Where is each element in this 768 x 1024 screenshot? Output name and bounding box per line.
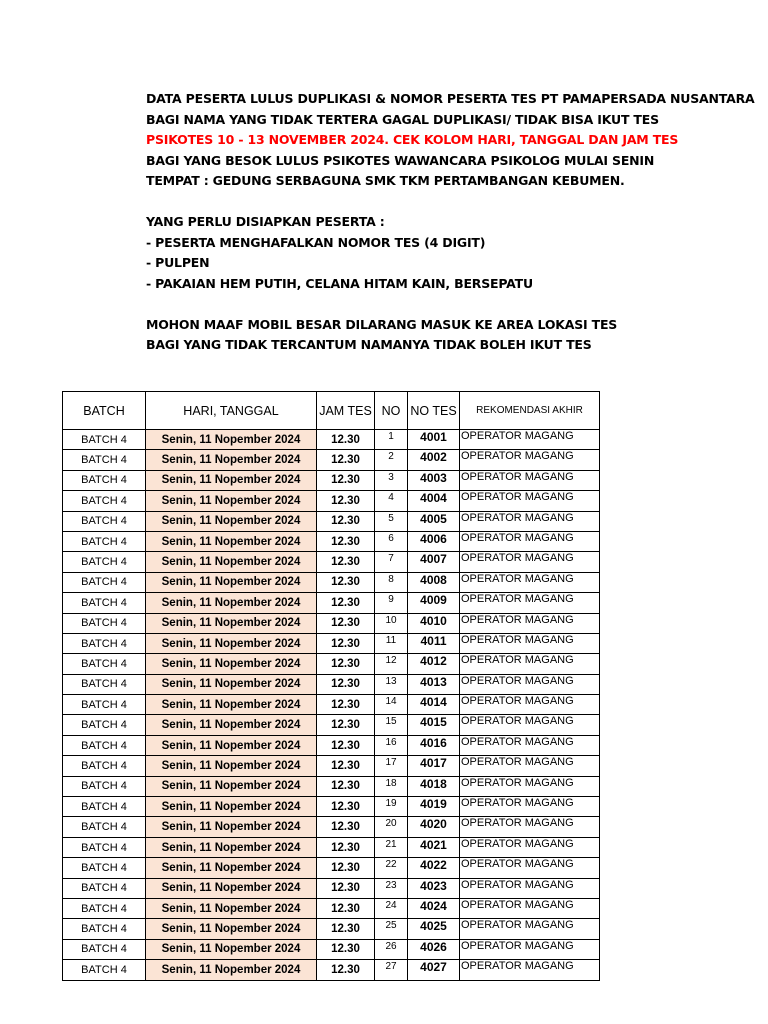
table-row [63,817,600,837]
cell-no: 12 [375,654,408,674]
notice-line-psychotest-schedule: PSIKOTES 10 - 13 NOVEMBER 2024. CEK KOLOM HARI, TANGGAL DAN JAM TES [146,132,679,147]
cell-recommendation: OPERATOR MAGANG [460,654,600,674]
cell-date: Senin, 11 Nopember 2024 [146,613,317,633]
cell-no: 20 [375,817,408,837]
cell-date: Senin, 11 Nopember 2024 [146,491,317,511]
cell-batch: BATCH 4 [63,572,146,592]
cell-test-no: 4005 [408,511,460,531]
table-row [63,491,600,511]
table-row [63,919,600,939]
cell-batch: BATCH 4 [63,674,146,694]
cell-no: 21 [375,837,408,857]
cell-test-no: 4003 [408,470,460,490]
cell-date: Senin, 11 Nopember 2024 [146,878,317,898]
cell-batch: BATCH 4 [63,878,146,898]
cell-recommendation: OPERATOR MAGANG [460,837,600,857]
cell-batch: BATCH 4 [63,633,146,653]
cell-test-no: 4004 [408,491,460,511]
table-row [63,633,600,653]
table-row [63,654,600,674]
participant-table [62,391,600,981]
cell-time: 12.30 [317,837,375,857]
cell-date: Senin, 11 Nopember 2024 [146,858,317,878]
cell-recommendation: OPERATOR MAGANG [460,919,600,939]
table-row [63,837,600,857]
cell-date: Senin, 11 Nopember 2024 [146,960,317,980]
cell-test-no: 4008 [408,572,460,592]
cell-batch: BATCH 4 [63,797,146,817]
cell-date: Senin, 11 Nopember 2024 [146,633,317,653]
cell-batch: BATCH 4 [63,450,146,470]
cell-recommendation: OPERATOR MAGANG [460,939,600,959]
notice-line-failed-duplication: BAGI NAMA YANG TIDAK TERTERA GAGAL DUPLIKASI/ TIDAK BISA IKUT TES [146,111,659,127]
spacer [146,192,603,213]
cell-date: Senin, 11 Nopember 2024 [146,756,317,776]
prepare-item-attire: - PAKAIAN HEM PUTIH, CELANA HITAM KAIN, BERSEPATU [146,275,533,291]
table-row [63,756,600,776]
cell-date: Senin, 11 Nopember 2024 [146,797,317,817]
cell-no: 26 [375,939,408,959]
cell-no: 17 [375,756,408,776]
cell-recommendation: OPERATOR MAGANG [460,735,600,755]
cell-time: 12.30 [317,450,375,470]
cell-time: 12.30 [317,797,375,817]
header-batch: BATCH [63,392,146,430]
cell-recommendation: OPERATOR MAGANG [460,756,600,776]
cell-test-no: 4016 [408,735,460,755]
prepare-item-test-number: - PESERTA MENGHAFALKAN NOMOR TES (4 DIGIT) [146,234,486,250]
cell-date: Senin, 11 Nopember 2024 [146,715,317,735]
notice-block [146,89,755,356]
table-row [63,858,600,878]
cell-no: 13 [375,674,408,694]
cell-time: 12.30 [317,735,375,755]
cell-no: 3 [375,470,408,490]
cell-recommendation: OPERATOR MAGANG [460,552,600,572]
cell-date: Senin, 11 Nopember 2024 [146,511,317,531]
cell-date: Senin, 11 Nopember 2024 [146,654,317,674]
cell-time: 12.30 [317,695,375,715]
cell-no: 4 [375,491,408,511]
cell-time: 12.30 [317,939,375,959]
cell-no: 8 [375,572,408,592]
cell-time: 12.30 [317,470,375,490]
header-date: HARI, TANGGAL [146,392,317,430]
cell-date: Senin, 11 Nopember 2024 [146,552,317,572]
cell-no: 18 [375,776,408,796]
table-row [63,572,600,592]
cell-time: 12.30 [317,633,375,653]
cell-recommendation: OPERATOR MAGANG [460,633,600,653]
cell-date: Senin, 11 Nopember 2024 [146,898,317,918]
cell-time: 12.30 [317,674,375,694]
header-recommendation: REKOMENDASI AKHIR [460,392,600,430]
table-row [63,939,600,959]
cell-test-no: 4025 [408,919,460,939]
table-row [63,593,600,613]
cell-no: 6 [375,531,408,551]
table-row [63,674,600,694]
table-row [63,552,600,572]
cell-test-no: 4014 [408,695,460,715]
cell-test-no: 4018 [408,776,460,796]
cell-recommendation: OPERATOR MAGANG [460,776,600,796]
cell-date: Senin, 11 Nopember 2024 [146,470,317,490]
table-row [63,430,600,450]
cell-no: 16 [375,735,408,755]
cell-time: 12.30 [317,531,375,551]
cell-test-no: 4002 [408,450,460,470]
cell-recommendation: OPERATOR MAGANG [460,878,600,898]
cell-test-no: 4013 [408,674,460,694]
cell-date: Senin, 11 Nopember 2024 [146,919,317,939]
cell-recommendation: OPERATOR MAGANG [460,572,600,592]
cell-no: 24 [375,898,408,918]
cell-test-no: 4011 [408,633,460,653]
cell-recommendation: OPERATOR MAGANG [460,470,600,490]
cell-batch: BATCH 4 [63,430,146,450]
cell-time: 12.30 [317,491,375,511]
cell-date: Senin, 11 Nopember 2024 [146,531,317,551]
cell-batch: BATCH 4 [63,919,146,939]
table-row [63,695,600,715]
cell-batch: BATCH 4 [63,735,146,755]
cell-date: Senin, 11 Nopember 2024 [146,450,317,470]
table-row [63,511,600,531]
cell-test-no: 4001 [408,430,460,450]
cell-no: 25 [375,919,408,939]
cell-recommendation: OPERATOR MAGANG [460,450,600,470]
cell-batch: BATCH 4 [63,470,146,490]
cell-batch: BATCH 4 [63,613,146,633]
cell-batch: BATCH 4 [63,511,146,531]
cell-time: 12.30 [317,898,375,918]
cell-recommendation: OPERATOR MAGANG [460,858,600,878]
cell-batch: BATCH 4 [63,654,146,674]
cell-recommendation: OPERATOR MAGANG [460,674,600,694]
cell-test-no: 4007 [408,552,460,572]
cell-test-no: 4006 [408,531,460,551]
cell-time: 12.30 [317,878,375,898]
notice-line-interview: BAGI YANG BESOK LULUS PSIKOTES WAWANCARA PSIKOLOG MULAI SENIN [146,152,655,168]
table-header-row [63,392,600,430]
table-row [63,797,600,817]
cell-recommendation: OPERATOR MAGANG [460,715,600,735]
cell-batch: BATCH 4 [63,898,146,918]
cell-no: 9 [375,593,408,613]
cell-test-no: 4021 [408,837,460,857]
cell-test-no: 4026 [408,939,460,959]
cell-batch: BATCH 4 [63,960,146,980]
cell-no: 27 [375,960,408,980]
cell-batch: BATCH 4 [63,695,146,715]
table-body [63,430,600,981]
table-row [63,470,600,490]
cell-no: 5 [375,511,408,531]
cell-date: Senin, 11 Nopember 2024 [146,430,317,450]
cell-recommendation: OPERATOR MAGANG [460,613,600,633]
cell-recommendation: OPERATOR MAGANG [460,531,600,551]
table-row [63,450,600,470]
cell-test-no: 4012 [408,654,460,674]
cell-no: 7 [375,552,408,572]
cell-time: 12.30 [317,511,375,531]
table-row [63,898,600,918]
cell-date: Senin, 11 Nopember 2024 [146,593,317,613]
cell-time: 12.30 [317,756,375,776]
cell-date: Senin, 11 Nopember 2024 [146,735,317,755]
cell-date: Senin, 11 Nopember 2024 [146,776,317,796]
table-row [63,613,600,633]
cell-test-no: 4010 [408,613,460,633]
prepare-title: YANG PERLU DISIAPKAN PESERTA : [146,214,385,229]
cell-time: 12.30 [317,960,375,980]
cell-time: 12.30 [317,858,375,878]
prepare-item-pen: - PULPEN [146,255,210,270]
cell-date: Senin, 11 Nopember 2024 [146,695,317,715]
cell-time: 12.30 [317,572,375,592]
cell-batch: BATCH 4 [63,837,146,857]
warning-unlisted-names: BAGI YANG TIDAK TERCANTUM NAMANYA TIDAK BOLEH IKUT TES [146,337,592,352]
cell-batch: BATCH 4 [63,715,146,735]
cell-batch: BATCH 4 [63,491,146,511]
cell-recommendation: OPERATOR MAGANG [460,898,600,918]
cell-test-no: 4015 [408,715,460,735]
cell-batch: BATCH 4 [63,756,146,776]
cell-batch: BATCH 4 [63,817,146,837]
cell-test-no: 4023 [408,878,460,898]
cell-batch: BATCH 4 [63,593,146,613]
cell-batch: BATCH 4 [63,939,146,959]
table-row [63,776,600,796]
cell-recommendation: OPERATOR MAGANG [460,593,600,613]
table-row [63,715,600,735]
header-time: JAM TES [317,392,375,430]
cell-recommendation: OPERATOR MAGANG [460,817,600,837]
header-no: NO [375,392,408,430]
cell-time: 12.30 [317,613,375,633]
cell-time: 12.30 [317,817,375,837]
cell-time: 12.30 [317,654,375,674]
cell-recommendation: OPERATOR MAGANG [460,695,600,715]
spacer [146,294,603,315]
cell-no: 23 [375,878,408,898]
notice-title: DATA PESERTA LULUS DUPLIKASI & NOMOR PESERTA TES PT PAMAPERSADA NUSANTARA [146,91,755,106]
cell-date: Senin, 11 Nopember 2024 [146,572,317,592]
cell-test-no: 4009 [408,593,460,613]
cell-no: 10 [375,613,408,633]
cell-recommendation: OPERATOR MAGANG [460,511,600,531]
cell-time: 12.30 [317,776,375,796]
header-test-no: NO TES [408,392,460,430]
cell-no: 19 [375,797,408,817]
cell-time: 12.30 [317,430,375,450]
cell-date: Senin, 11 Nopember 2024 [146,939,317,959]
cell-no: 15 [375,715,408,735]
cell-date: Senin, 11 Nopember 2024 [146,817,317,837]
cell-batch: BATCH 4 [63,776,146,796]
table-row [63,531,600,551]
cell-recommendation: OPERATOR MAGANG [460,430,600,450]
cell-no: 11 [375,633,408,653]
cell-time: 12.30 [317,593,375,613]
cell-time: 12.30 [317,552,375,572]
cell-time: 12.30 [317,919,375,939]
cell-date: Senin, 11 Nopember 2024 [146,837,317,857]
cell-date: Senin, 11 Nopember 2024 [146,674,317,694]
cell-test-no: 4019 [408,797,460,817]
cell-recommendation: OPERATOR MAGANG [460,797,600,817]
table-row [63,878,600,898]
cell-no: 1 [375,430,408,450]
cell-batch: BATCH 4 [63,531,146,551]
table-row [63,960,600,980]
cell-test-no: 4017 [408,756,460,776]
cell-batch: BATCH 4 [63,858,146,878]
cell-recommendation: OPERATOR MAGANG [460,491,600,511]
cell-test-no: 4024 [408,898,460,918]
cell-test-no: 4020 [408,817,460,837]
table-row [63,735,600,755]
cell-test-no: 4022 [408,858,460,878]
cell-no: 2 [375,450,408,470]
cell-batch: BATCH 4 [63,552,146,572]
cell-recommendation: OPERATOR MAGANG [460,960,600,980]
notice-line-venue: TEMPAT : GEDUNG SERBAGUNA SMK TKM PERTAMBANGAN KEBUMEN. [146,173,625,188]
warning-large-vehicles: MOHON MAAF MOBIL BESAR DILARANG MASUK KE AREA LOKASI TES [146,316,618,332]
cell-no: 22 [375,858,408,878]
cell-no: 14 [375,695,408,715]
cell-test-no: 4027 [408,960,460,980]
cell-time: 12.30 [317,715,375,735]
